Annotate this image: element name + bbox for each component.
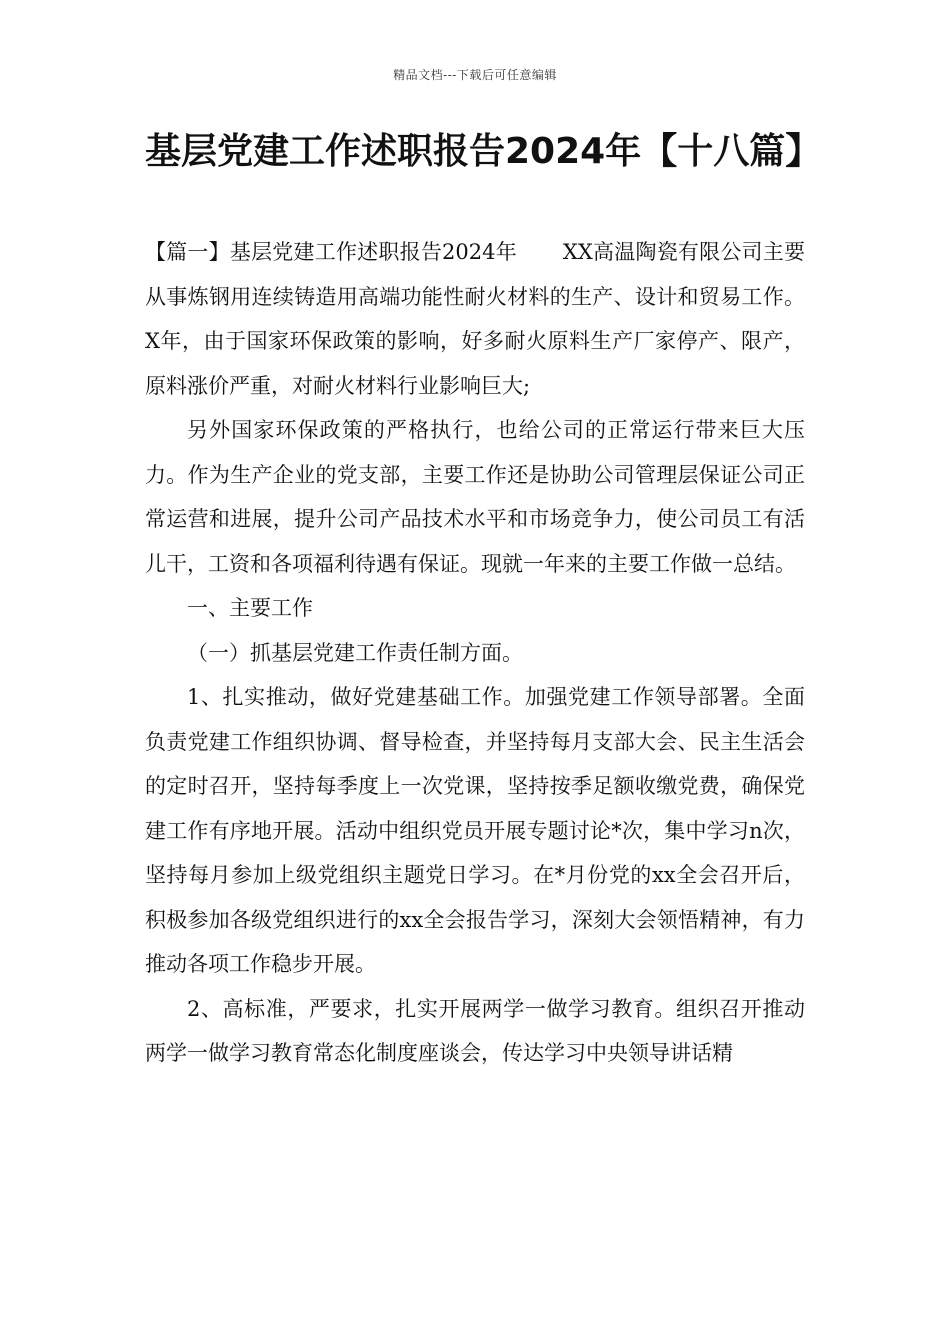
document-title: 基层党建工作述职报告2024年【十八篇】 [145,131,822,172]
paragraph-text: XX高温陶瓷有限公司主要从事炼钢用连续铸造用高端功能性耐火材料的生产、设计和贸易工作。X年，由于国家环保政策的影响，好多耐火原料生产厂家停产、限产，原料涨价严重，对耐火材料行业影响巨大; [145,240,805,398]
header-note: 精品文档---下载后可任意编辑 [393,68,557,82]
paragraph-2: 另外国家环保政策的严格执行，也给公司的正常运行带来巨大压力。作为生产企业的党支部，主要工作还是协助公司管理层保证公司正常运营和进展，提升公司产品技术水平和市场竞争力，使公司员工有活儿干，工资和各项福利待遇有保证。现就一年来的主要工作做一总结。 [145,418,805,576]
section-heading: 【篇一】基层党建工作述职报告2024年 [145,240,517,264]
paragraph-5: 1、扎实推动，做好党建基础工作。加强党建工作领导部署。全面负责党建工作组织协调、督导检查，并坚持每月支部大会、民主生活会的定时召开，坚持每季度上一次党课，坚持按季足额收缴党费，确保党建工作有序地开展。活动中组织党员开展专题讨论*次，集中学习n次，坚持每月参加上级党组织主题党日学习。在*月份党的xx全会召开后，积极参加各级党组织进行的xx全会报告学习，深刻大会领悟精神，有力推动各项工作稳步开展。 [145,685,805,976]
document-body [145,230,805,1076]
paragraph-4: （一）抓基层党建工作责任制方面。 [187,640,523,665]
paragraph-6: 2、高标准，严要求，扎实开展两学一做学习教育。组织召开推动两学一做学习教育常态化制度座谈会，传达学习中央领导讲话精 [145,996,805,1065]
paragraph-3: 一、主要工作 [187,596,313,620]
paragraph-1 [145,230,805,408]
